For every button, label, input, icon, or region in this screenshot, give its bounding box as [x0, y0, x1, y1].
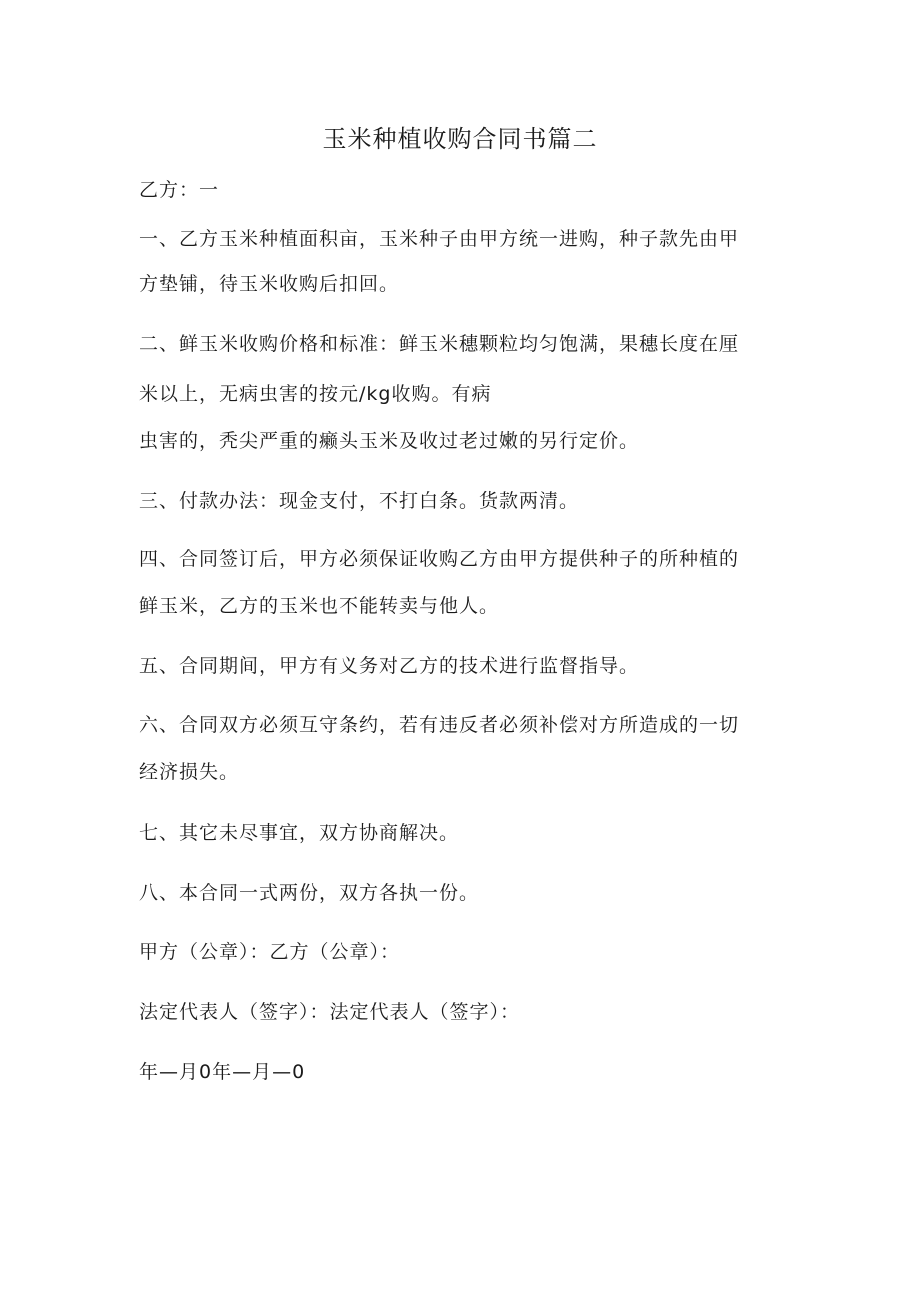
- clause-6-line-2: 经济损失。: [139, 761, 240, 783]
- date-line: 年—月0年—月—0: [139, 1061, 306, 1083]
- clause-4-line-2: 鲜玉米，乙方的玉米也不能转卖与他人。: [139, 595, 500, 617]
- clause-2-line-3: 虫害的，秃尖严重的癞头玉米及收过老过嫩的另行定价。: [139, 430, 640, 452]
- clause-6-line-1: 六、合同双方必须互守条约，若有违反者必须补偿对方所造成的一切: [139, 714, 740, 736]
- seal-line: 甲方（公章）：乙方（公章）：: [139, 941, 401, 963]
- clause-2-line-2: 米以上，无病虫害的按元/kg收购。有病: [139, 383, 492, 405]
- document-title: 玉米种植收购合同书篇二: [322, 125, 598, 153]
- clause-4-line-1: 四、合同签订后，甲方必须保证收购乙方由甲方提供种子的所种植的: [139, 548, 740, 570]
- clause-2-line-1: 二、鲜玉米收购价格和标准：鲜玉米穗颗粒均匀饱满，果穗长度在厘: [139, 333, 740, 355]
- signature-line: 法定代表人（签字）：法定代表人（签字）：: [139, 1001, 521, 1023]
- clause-7-line: 七、其它未尽事宜，双方协商解决。: [139, 822, 460, 844]
- clause-1-line-1: 一、乙方玉米种植面积亩，玉米种子由甲方统一进购，种子款先由甲: [139, 228, 740, 250]
- clause-3-line: 三、付款办法：现金支付，不打白条。货款两清。: [139, 490, 580, 512]
- party-b-line: 乙方：一: [139, 179, 220, 201]
- clause-1-line-2: 方垫铺，待玉米收购后扣回。: [139, 273, 400, 295]
- clause-8-line: 八、本合同一式两份，双方各执一份。: [139, 882, 480, 904]
- clause-5-line: 五、合同期间，甲方有义务对乙方的技术进行监督指导。: [139, 655, 640, 677]
